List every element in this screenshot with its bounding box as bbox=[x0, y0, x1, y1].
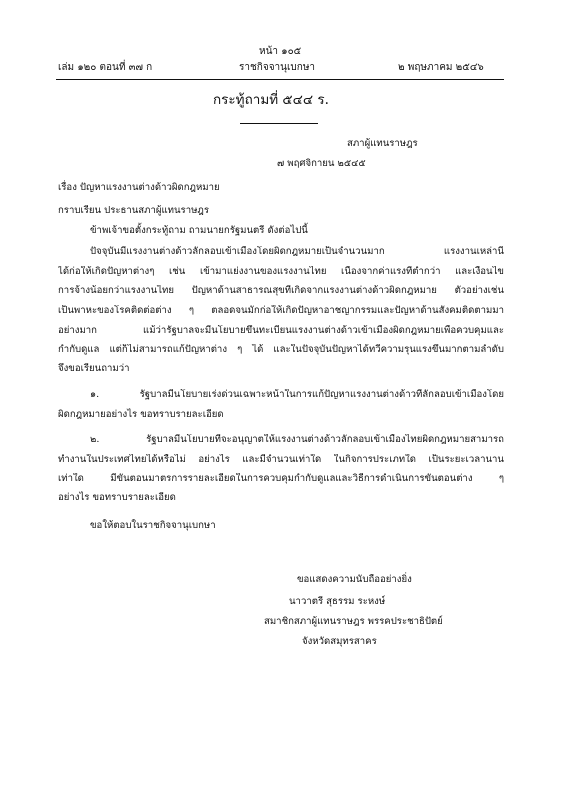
question-2-line: เท่าใด มีขั้นตอนมาตรการรายละเอียดในการควบคุมกำกับดูแลและวิธีการดำเนินการขั้นตอนต่าง ๆ bbox=[58, 473, 504, 484]
origin-house: สภาผู้แทนราษฎร bbox=[347, 138, 418, 149]
signature-province: จังหวัดสมุทรสาคร bbox=[302, 636, 377, 647]
question-1-line: ผิดกฎหมายอย่างไร ขอทราบรายละเอียด bbox=[58, 409, 224, 420]
question-2-line: ทำงานในประเทศไทยได้หรือไม่ อย่างไร และมีจำนวนเท่าใด ในกิจการประเภทใด เป็นระยะเวลานาน bbox=[58, 454, 504, 465]
body-paragraph-line: อย่างมาก แม้ว่ารัฐบาลจะมีนโยบายขึ้นทะเบียนแรงงานต่างด้าวเข้าเมืองผิดกฎหมายเพื่อควบคุมและ bbox=[58, 325, 504, 336]
volume-issue: เล่ม ๑๒๐ ตอนที่ ๓๗ ก bbox=[58, 62, 153, 73]
title-underline bbox=[240, 123, 318, 124]
gazette-name: ราชกิจจานุเบกษา bbox=[239, 62, 316, 73]
question-2-line: อย่างไร ขอทราบรายละเอียด bbox=[58, 492, 176, 503]
salutation-line: กราบเรียน ประธานสภาผู้แทนราษฎร bbox=[58, 205, 210, 216]
question-1-line: ๑. รัฐบาลมีนโยบายเร่งด่วนเฉพาะหน้าในการแก้ปัญหาแรงงานต่างด้าวที่ลักลอบเข้าเมืองโดย bbox=[90, 389, 504, 400]
body-paragraph-line: ปัจจุบันมีแรงงานต่างด้าวลักลอบเข้าเมืองโดยผิดกฎหมายเป็นจำนวนมาก แรงงานเหล่านี้ bbox=[90, 246, 504, 257]
header-rule bbox=[56, 79, 504, 80]
body-paragraph-line: กำกับดูแล แต่ก็ไม่สามารถแก้ปัญหาต่าง ๆ ได้ และในปัจจุบันปัญหาได้ทวีความรุนแรงขึ้นมากตามลำดับ bbox=[58, 344, 504, 355]
body-paragraph-line: เป็นพาหะของโรคติดต่อต่าง ๆ ตลอดจนมักก่อให้เกิดปัญหาอาชญากรรมและปัญหาด้านสังคมติดตามมา bbox=[58, 305, 504, 316]
origin-date: ๗ พฤศจิกายน ๒๕๔๕ bbox=[277, 158, 366, 169]
body-paragraph-line: การจ้างน้อยกว่าแรงงานไทย ปัญหาด้านสาธารณสุขที่เกิดจากแรงงานต่างด้าวผิดกฎหมาย ตัวอย่างเช่น bbox=[58, 285, 504, 296]
body-paragraph-line: จึงขอเรียนถามว่า bbox=[58, 363, 130, 374]
signature-position: สมาชิกสภาผู้แทนราษฎร พรรคประชาธิปัตย์ bbox=[264, 616, 443, 627]
gazette-date: ๒ พฤษภาคม ๒๕๔๖ bbox=[398, 62, 484, 73]
request-line: ขอให้ตอบในราชกิจจานุเบกษา bbox=[90, 520, 216, 531]
subject-line: เรื่อง ปัญหาแรงงานต่างด้าวผิดกฎหมาย bbox=[58, 182, 220, 193]
signature-closing: ขอแสดงความนับถืออย่างยิ่ง bbox=[297, 574, 412, 585]
intro-line: ข้าพเจ้าขอตั้งกระทู้ถาม ถามนายกรัฐมนตรี ดังต่อไปนี้ bbox=[90, 225, 308, 236]
signature-name: นาวาตรี สุธรรม ระหงษ์ bbox=[289, 596, 386, 607]
question-title: กระทู้ถามที่ ๕๔๔ ร. bbox=[213, 92, 329, 108]
page-number: หน้า ๑๐๕ bbox=[259, 46, 302, 57]
question-2-line: ๒. รัฐบาลมีนโยบายที่จะอนุญาตให้แรงงานต่างด้าวลักลอบเข้าเมืองไทยผิดกฎหมายสามารถ bbox=[90, 434, 504, 445]
body-paragraph-line: ได้ก่อให้เกิดปัญหาต่างๆ เช่น เข้ามาแย่งงานของแรงงานไทย เนื่องจากค่าแรงที่ต่ำกว่า และเงื่อนไข bbox=[58, 266, 504, 277]
